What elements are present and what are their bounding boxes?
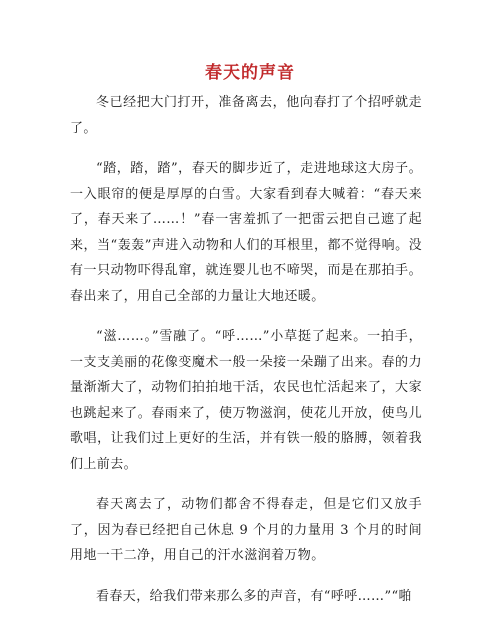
document-title: 春天的声音 [205,63,295,83]
paragraph-4: 春天离去了，动物们都舍不得春走，但是它们又放手了，因为春已经把自己休息 9 个月的力量用 3 个月的时间用地一干二净，用自己的汗水滋润着万物。 [70,497,422,563]
paragraph-3: “滋……。”雪融了。“呼……”小草挺了起来。一拍手，一支支美丽的花像变魔术一般一朵接一朵蹦了出来。春的力量渐渐大了，动物们拍拍地干活，农民也忙活起来了，大家也跳起来了。春雨来了，使万物滋润，使花儿开放，使鸟儿歌唱，让我们过上更好的生活，并有铁一般的胳膊，领着我们上前去。 [70,329,422,472]
document-body [70,90,422,624]
paragraph-1: 冬已经把大门打开，准备离去，他向春打了个招呼就走了。 [70,95,422,136]
paragraph-5: 看春天，给我们带来那么多的声音，有“呼呼……”“啪 [96,588,412,604]
paragraph-2: “踏，踏，踏”，春天的脚步近了，走进地球这大房子。一入眼帘的便是厚厚的白雪。大家看到春大喊着：“春天来了，春天来了……！”春一害羞抓了一把雷云把自己遮了起来，当“轰轰”声进入动物和人们的耳根里，都不觉得响。没有一只动物吓得乱窜，就连婴儿也不啼哭，而是在那拍手。春出来了，用自己全部的力量让大地还暖。 [70,161,422,304]
